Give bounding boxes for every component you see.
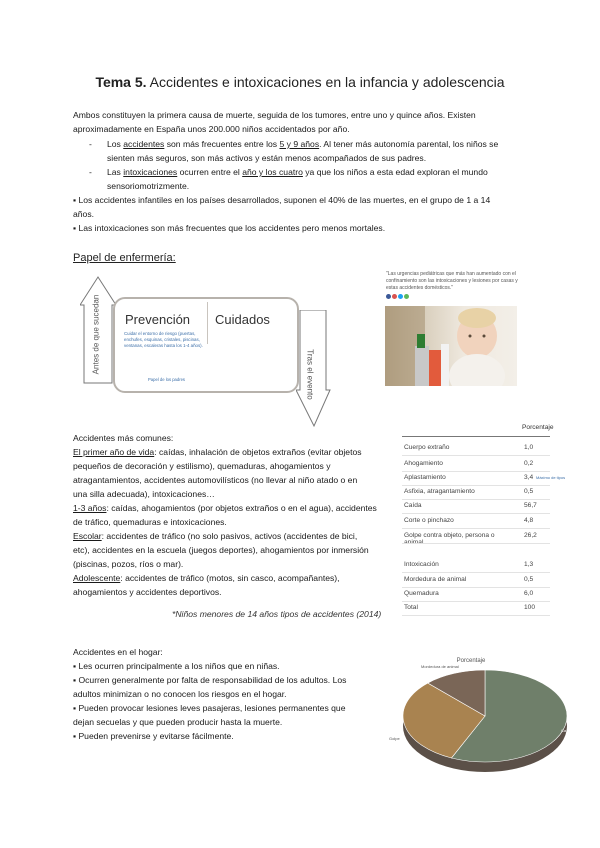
table-cell-value: 6,0 [524, 590, 534, 597]
common-heading: Accidentes más comunes: [73, 433, 174, 443]
box-divider [207, 302, 208, 344]
table-cell-label: Golpe contra objeto, persona o animal [404, 532, 495, 546]
pie-label-top: Mordedura de animal [421, 664, 459, 669]
prevention-label: Prevención [125, 312, 191, 327]
table-cell-label: Total [404, 604, 418, 611]
table-cell-label: Cuerpo extraño [404, 444, 450, 451]
table-cell-label: Mordedura de animal [404, 576, 467, 583]
table-row-divider [402, 485, 550, 486]
prevention-footnote: Papel de los padres [148, 377, 186, 382]
table-cell-label: Intoxicación [404, 561, 439, 568]
table-cell-value: 3,4 [524, 474, 534, 481]
arrow-right-label: Tras el evento [305, 349, 315, 400]
table-row-divider [402, 615, 550, 616]
table-row-divider [402, 601, 550, 602]
table-cell-value: 1,3 [524, 561, 534, 568]
arrow-left-label: Antes de que sucedan [91, 294, 101, 375]
table-cell-value: 4,8 [524, 517, 534, 524]
table-row-divider [402, 587, 550, 588]
table-cell-label: Quemadura [404, 590, 439, 597]
pie-label-left: Golpe [389, 736, 400, 741]
table-cell-value: 0,5 [524, 488, 534, 495]
pie-label-right: Caída [561, 728, 572, 733]
photo-caption: "Las urgencias pediátricas que más han aumentado con el confinamiento son las intoxicaciones y lesiones por casas y estas accidentes domésticos." [386, 271, 526, 302]
table-row-divider [402, 572, 550, 573]
intro-paragraph: Ambos constituyen la primera causa de muerte, seguida de los tumores, entre uno y quince años. Existen aproximadamente en España unos 200.000 niños accidentados por año. [73, 110, 476, 134]
whatsapp-icon[interactable] [404, 294, 409, 299]
table-cell-value: 0,2 [524, 460, 534, 467]
home-section: Accidentes en el hogar: ▪ Les ocurren principalmente a los niños que en niñas. ▪ Ocurren generalmente por falta de responsabilidad de los adultos. Los adultos minimizan o no conocen los riesgos en el hogar. ▪ Pueden provocar lesiones leves pasajeras, lesiones permanentes que dejan secuelas y que pueden producir hasta la muerte. ▪ Pueden prevenirse y evitarse fácilmente. [73, 645, 393, 743]
dash-item-accidents: - Los accidentes son más frecuentes entre los 5 y 9 años. Al tener más autonomía parental, los niños se sienten más seguros, son más activos y están menos acompañados de sus padres. [89, 139, 499, 163]
table-cell-value: 56,7 [524, 502, 537, 509]
facebook-icon[interactable] [386, 294, 391, 299]
table-cell-value: 100 [524, 604, 536, 611]
common-section: Accidentes más comunes: El primer año de vida: caídas, inhalación de objetos extraños (evitar objetos pequeños de decoración y estilismo), quemaduras, ahogamientos y atragantamientos, accidentes automovilísticos (no llevar al niño atado o en una silla adecuada), intoxicaciones… 1-3 años: caídas, ahogamientos (por objetos extraños o en el agua), accidentes de tráfico, quemaduras e intoxicaciones. Escolar: accidentes de tráfico (no solo pasivos, activos (accidentes de bici, etc), accidentes en la escuela (juegos deportes), ahogamientos por inmersión (piscinas, pozos, ríos o mar). Adolescente: accidentes de tráfico (motos, sin casco, acompañantes), ahogamientos y accidentes deportivos. [73, 431, 393, 599]
table-note: *Niños menores de 14 años tipos de accidentes (2014) [172, 609, 382, 619]
nursing-heading: Papel de enfermería: [73, 252, 176, 264]
pinterest-icon[interactable] [392, 294, 397, 299]
table-cell-label: Aplastamiento [404, 474, 446, 481]
page-title: Tema 5. Accidentes e intoxicaciones en la infancia y adolescencia [95, 74, 505, 90]
table-cell-value: 0,5 [524, 576, 534, 583]
chart-title: Porcentaje [456, 658, 486, 664]
table-cell-value: 1,0 [524, 444, 534, 451]
table-cell-note: Máximo de tipos [536, 475, 566, 480]
table-row-divider [402, 513, 550, 514]
table-cell-label: Asfixia, atragantamiento [404, 488, 475, 495]
table-row-divider [402, 471, 550, 472]
pie-chart [375, 652, 575, 772]
dash-item-intoxications: - Las intoxicaciones ocurren entre el año y los cuatro ya que los niños a esta edad exploran el mundo sensoriomotrizmente. [89, 167, 488, 191]
table-row-divider [402, 499, 550, 500]
prevention-text: Cuidar el entorno de riesgo (puertas, enchufes, esquinas, cristales, piscinas, ventanas, escaleras hasta los 1-4 años). [124, 331, 203, 348]
child-photo [385, 306, 517, 386]
table-row-divider [402, 528, 550, 529]
table-row-divider [402, 455, 550, 456]
home-heading: Accidentes en el hogar: [73, 647, 163, 657]
table-cell-label: Ahogamiento [404, 460, 443, 467]
share-buttons[interactable] [386, 294, 526, 302]
table-cell-label: Caída [404, 502, 422, 509]
care-label: Cuidados [215, 312, 270, 327]
table-cell-label: Corte o pinchazo [404, 517, 454, 524]
table-header: Porcentaje [522, 424, 554, 431]
twitter-icon[interactable] [398, 294, 403, 299]
table-row-divider [402, 543, 550, 544]
table-cell-value: 26,2 [524, 532, 537, 539]
bullets-top: ▪ Los accidentes infantiles en los países desarrollados, suponen el 40% de las muertes, en el grupo de 1 a 14 años. ▪ Las intoxicaciones son más frecuentes que los accidentes pero menos mortales. [73, 195, 491, 233]
